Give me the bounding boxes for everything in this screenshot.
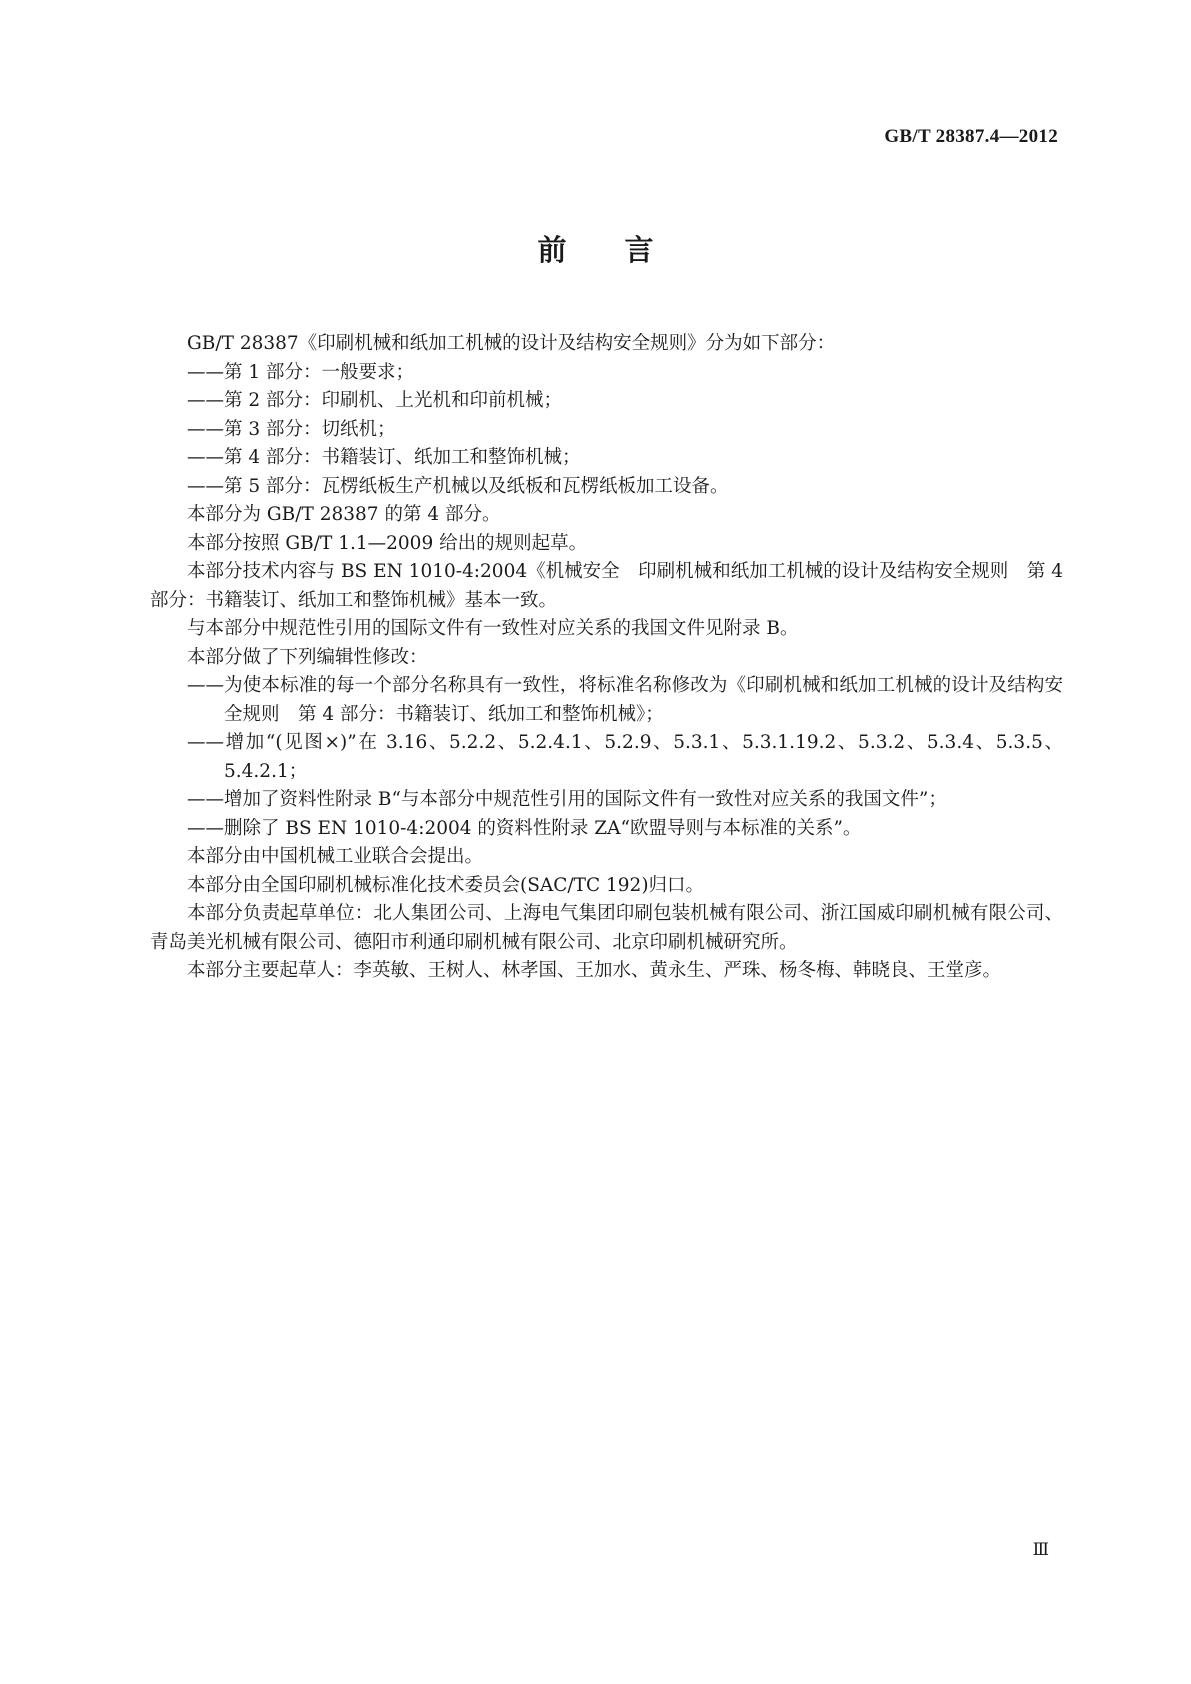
editorial-change-item: ——删除了 BS EN 1010-4:2004 的资料性附录 ZA“欧盟导则与本标准的关系”。 <box>187 817 862 839</box>
drafting-units-paragraph: 本部分负责起草单位：北人集团公司、上海电气集团印刷包装机械有限公司、浙江国威印刷机械有限公司、青岛美光机械有限公司、德阳市利通印刷机械有限公司、北京印刷机械研究所。 <box>150 903 1063 953</box>
editorial-change-item: ——增加“(见图×)”在 3.16、5.2.2、5.2.4.1、5.2.9、5.3.1、5.3.1.19.2、5.3.2、5.3.4、5.3.5、5.4.2.1； <box>187 732 1063 782</box>
parts-intro-paragraph: GB/T 28387《印刷机械和纸加工机械的设计及结构安全规则》分为如下部分： <box>187 333 836 354</box>
drafting-rules-paragraph: 本部分按照 GB/T 1.1—2009 给出的规则起草。 <box>187 532 588 554</box>
standard-number: GB/T 28387.4—2012 <box>884 126 1058 147</box>
technical-content-paragraph: 本部分技术内容与 BS EN 1010-4:2004《机械安全 印刷机械和纸加工机械的设计及结构安全规则 第 4 部分：书籍装订、纸加工和整饰机械》基本一致。 <box>150 561 1063 611</box>
editorial-change-item: ——增加了资料性附录 B“与本部分中规范性引用的国际文件有一致性对应关系的我国文件”； <box>187 789 947 810</box>
part-list-item: ——第 4 部分：书籍装订、纸加工和整饰机械； <box>187 447 581 468</box>
proposer-paragraph: 本部分由中国机械工业联合会提出。 <box>187 846 484 867</box>
part-statement-paragraph: 本部分为 GB/T 28387 的第 4 部分。 <box>187 504 501 525</box>
annex-reference-paragraph: 与本部分中规范性引用的国际文件有一致性对应关系的我国文件见附录 B。 <box>187 618 799 639</box>
part-list-item: ——第 5 部分：瓦楞纸板生产机械以及纸板和瓦楞纸板加工设备。 <box>187 475 729 497</box>
page-number: Ⅲ <box>1032 1540 1049 1559</box>
drafters-paragraph: 本部分主要起草人：李英敏、王树人、林孝国、王加水、黄永生、严珠、杨冬梅、韩晓良、王堂彦。 <box>187 960 1002 981</box>
editorial-changes-intro: 本部分做了下列编辑性修改： <box>187 646 428 668</box>
foreword-body <box>150 330 1063 986</box>
editorial-change-item: ——为使本标准的每一个部分名称具有一致性，将标准名称修改为《印刷机械和纸加工机械的设计及结构安全规则 第 4 部分：书籍装订、纸加工和整饰机械》； <box>187 675 1063 725</box>
part-list-item: ——第 3 部分：切纸机； <box>187 418 396 440</box>
committee-paragraph: 本部分由全国印刷机械标准化技术委员会(SAC/TC 192)归口。 <box>187 874 705 896</box>
part-list-item: ——第 2 部分：印刷机、上光机和印前机械； <box>187 390 563 411</box>
part-list-item: ——第 1 部分：一般要求； <box>187 361 415 383</box>
page-title: 前言 <box>537 233 712 267</box>
